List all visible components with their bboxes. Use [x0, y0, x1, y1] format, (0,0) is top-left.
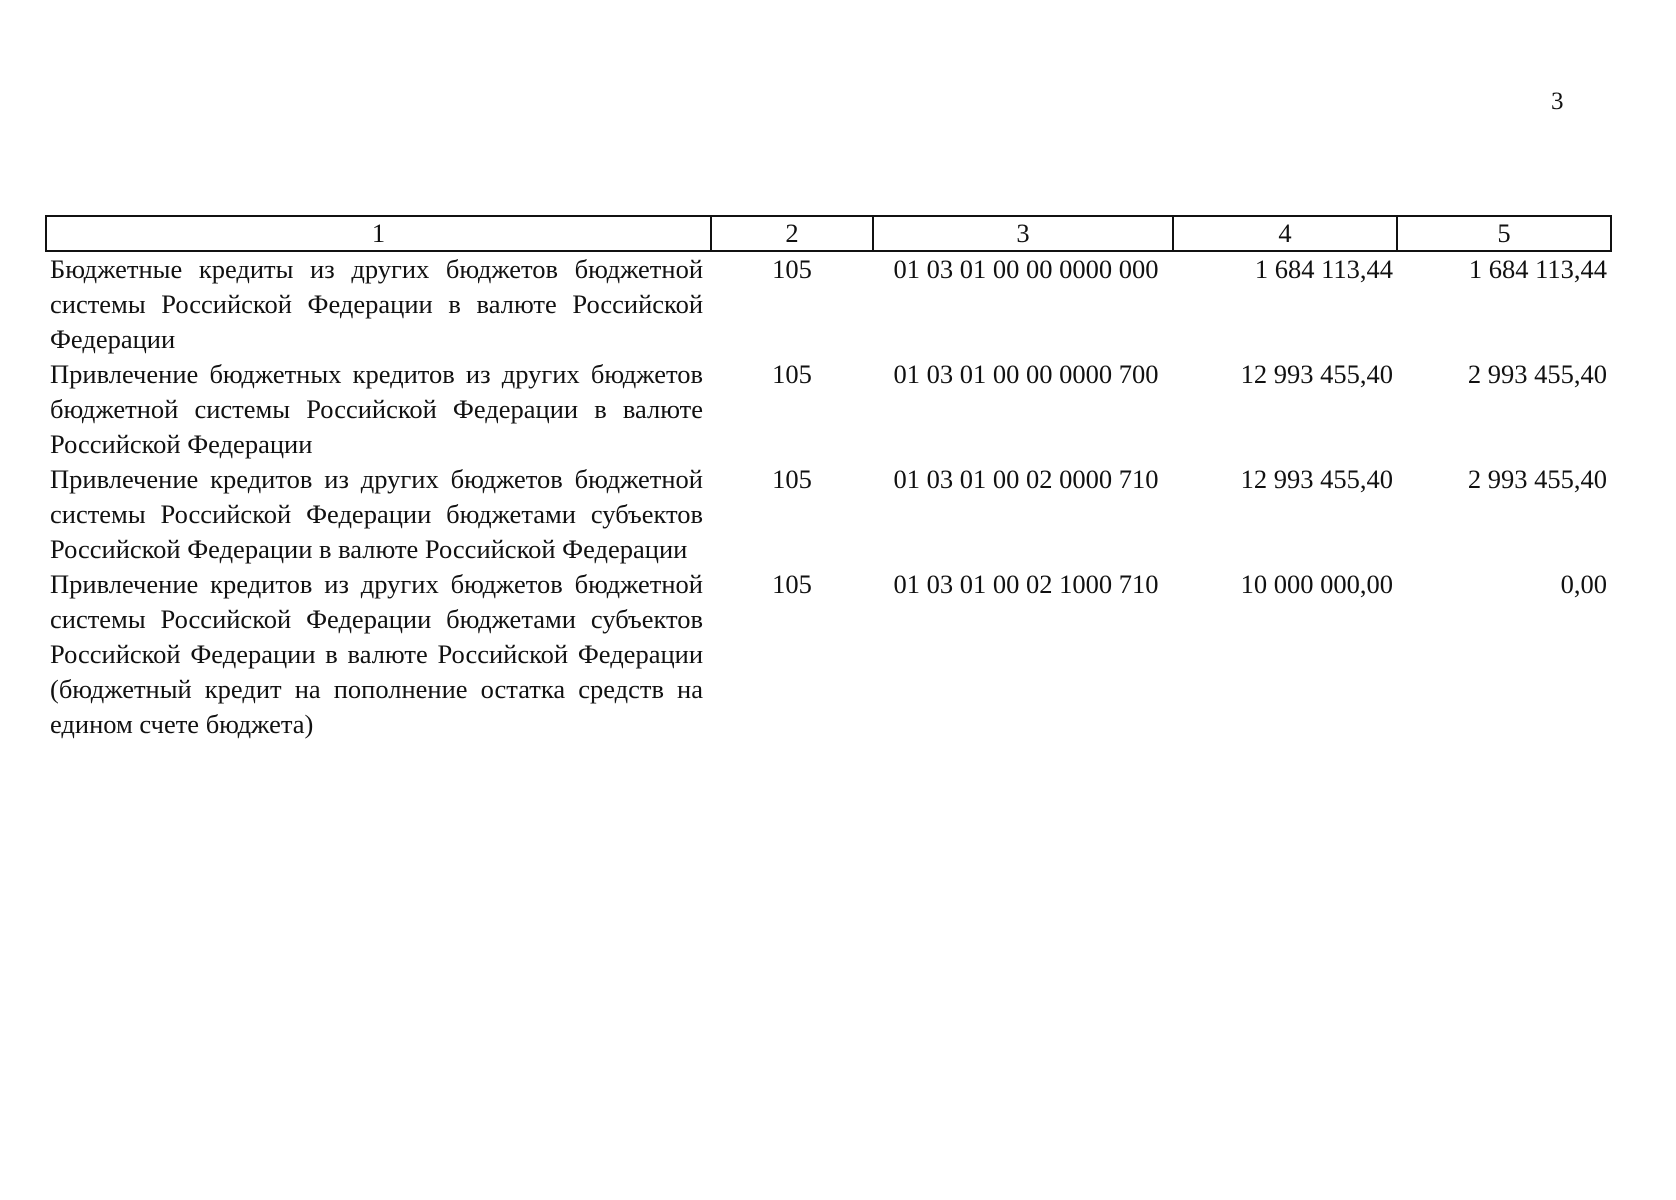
row-description: Привлечение кредитов из других бюджетов бюджетной системы Российской Федерации бюджетами субъектов Российской Федерации в валюте Российской Федерации	[50, 464, 703, 564]
row-amount-col4: 10 000 000,00	[1240, 569, 1393, 599]
table-row	[46, 567, 1611, 742]
row-kbk-code: 01 03 01 00 00 0000 000	[893, 254, 1159, 284]
row-admin-code: 105	[772, 254, 812, 284]
row-kbk-code: 01 03 01 00 02 0000 710	[893, 464, 1159, 494]
page-number: 3	[1551, 88, 1564, 115]
row-amount-col5: 0,00	[1560, 569, 1607, 599]
table-row	[46, 462, 1611, 567]
row-amount-col5: 2 993 455,40	[1467, 359, 1607, 389]
row-admin-code: 105	[772, 464, 812, 494]
row-amount-col5: 1 684 113,44	[1468, 254, 1607, 284]
table-body	[46, 251, 1611, 742]
row-amount-col5: 2 993 455,40	[1467, 464, 1607, 494]
row-amount-col4: 12 993 455,40	[1240, 359, 1393, 389]
table-row	[46, 357, 1611, 462]
budget-sources-table	[45, 215, 1612, 742]
column-header-3: 3	[873, 216, 1173, 251]
row-amount-col4: 12 993 455,40	[1240, 464, 1393, 494]
column-header-2: 2	[711, 216, 873, 251]
column-header-4: 4	[1173, 216, 1397, 251]
row-kbk-code: 01 03 01 00 02 1000 710	[893, 569, 1159, 599]
header-row	[46, 216, 1611, 251]
row-admin-code: 105	[772, 569, 812, 599]
row-admin-code: 105	[772, 359, 812, 389]
table-row	[46, 251, 1611, 357]
row-kbk-code: 01 03 01 00 00 0000 700	[893, 359, 1159, 389]
column-header-5: 5	[1397, 216, 1611, 251]
table-header	[46, 216, 1611, 251]
row-description: Привлечение кредитов из других бюджетов бюджетной системы Российской Федерации бюджетами субъектов Российской Федерации в валюте Российской Федерации (бюджетный кредит на пополнение остатка средств на едином счете бюджета)	[50, 569, 703, 739]
row-amount-col4: 1 684 113,44	[1254, 254, 1393, 284]
row-description: Бюджетные кредиты из других бюджетов бюджетной системы Российской Федерации в валюте Российской Федерации	[50, 254, 703, 354]
row-description: Привлечение бюджетных кредитов из других бюджетов бюджетной системы Российской Федерации в валюте Российской Федерации	[50, 359, 703, 459]
column-header-1: 1	[46, 216, 711, 251]
